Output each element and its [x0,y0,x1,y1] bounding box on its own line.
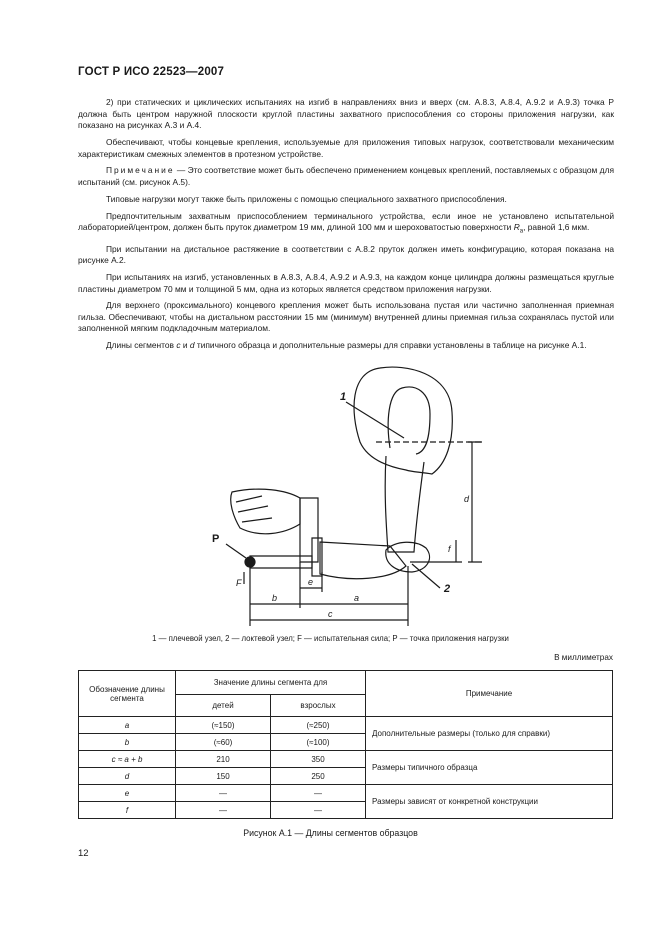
table-cell-note: Размеры типичного образца [366,751,613,785]
table-cell-note: Размеры зависят от конкретной конструкции [366,785,613,819]
table-header-value: Значение длины сегмента для [176,671,366,695]
label-1: 1 [340,391,347,403]
table-cell-child: (≈60) [176,734,271,751]
label-P: P [212,533,220,545]
table-header-designation: Обозначение длины сегмента [79,671,176,717]
table-cell-adult: (≈100) [271,734,366,751]
page-number: 12 [78,848,89,859]
label-e: e [308,577,314,587]
upper-arm-shape [385,456,424,552]
table-cell-adult: 250 [271,768,366,785]
table-cell-segment: a [79,717,176,734]
table-cell-adult: 350 [271,751,366,768]
shoulder-unit-shape [354,367,452,474]
leader-line-P [226,544,246,558]
paragraph-text: При испытаниях на изгиб, установленных в А.8.3, А.8.4, А.9.2 и А.9.3, на каждом конце цилиндра должны размещаться круглые пластины диаметром 70 мм и толщиной 5 мм, одна из которых является средством приложения нагрузки. [78,271,614,294]
figure-legend: 1 — плечевой узел, 2 — локтевой узел; F — испытательная сила; Р — точка приложения нагрузки [152,634,509,643]
table-cell-note: Дополнительные размеры (только для справки) [366,717,613,751]
paragraph [78,97,614,132]
prosthesis-diagram [200,352,500,630]
table-cell-segment: e [79,785,176,802]
paragraph [78,211,614,239]
paragraph [78,300,614,335]
table-cell-adult: — [271,785,366,802]
table-cell-child: — [176,785,271,802]
paragraph [78,340,614,352]
paragraph-text: Обеспечивают, чтобы концевые крепления, используемые для приложения типовых нагрузок, соответствовали механическим характеристикам смежных элементов в протезном устройстве. [78,136,614,159]
paragraph [78,194,614,206]
table-header-children: детей [176,695,271,717]
paragraph-text: Типовые нагрузки могут также быть приложены с помощью специального захватного приспособления. [106,193,507,204]
note-text: — Это соответствие может быть обеспечено применением концевых креплений, поставляемых с образцом для испытаний (см. рисунок А.5). [78,165,614,187]
paragraph [78,272,614,295]
note-label: Примечание [106,165,175,176]
table-cell-adult: — [271,802,366,819]
table-header-adults: взрослых [271,695,366,717]
table-cell-adult: (≈250) [271,717,366,734]
label-F: F [236,578,242,588]
paragraph-text: 2) при статических и циклических испытаниях на изгиб в направлениях вниз и вверх (см. А.8.3, А.8.4, А.9.2 и А.9.3) точка Р должна быть центром наружной плоскости круглой пластины захватного приспособления со стороны приложения нагрузки, как показано на рисунках А.3 и А.4. [78,97,614,131]
table-cell-segment: f [79,802,176,819]
document-header: ГОСТ Р ИСО 22523—2007 [78,66,225,78]
segment-table [78,670,613,819]
roughness-symbol: R [513,222,520,233]
table-header-note: Примечание [366,671,613,717]
paragraph-text: типичного образца и дополнительные размеры для справки установлены в таблице на рисунке А.1. [194,340,587,351]
segment-symbol: c [176,340,181,351]
body-text [78,97,614,357]
table-cell-segment: b [79,734,176,751]
table-cell-child: (≈150) [176,717,271,734]
note-paragraph [78,165,614,188]
paragraph-text: При испытании на дистальное растяжение в соответствии с А.8.2 пруток должен иметь конфигурацию, которая показана на рисунке А.2. [78,243,614,266]
paragraph-text: и [180,340,190,351]
figure-title: Рисунок А.1 — Длины сегментов образцов [243,828,418,838]
table-cell-child: — [176,802,271,819]
table-cell-child: 210 [176,751,271,768]
paragraph [78,244,614,267]
paragraph-text: Для верхнего (проксимального) концевого крепления может быть использована пустая или частично заполненная приемная гильза. Обеспечивают, чтобы на дистальном расстоянии 15 мм (минимум) внутренней длины приемная гильза сохранялась пустой или заполненной мягким подкладочным материалом. [78,300,614,334]
paragraph-text: Предпочтительным захватным приспособлением терминального устройства, если иное не установлено испытательной лабораторией/центром, должен быть пруток диаметром 19 мм, длиной 100 мм и шероховатостью поверхности [78,210,614,233]
label-2: 2 [444,583,451,595]
label-b: b [272,593,278,603]
segment-symbol: d [189,340,195,351]
table-cell-segment: d [79,768,176,785]
table-cell-child: 150 [176,768,271,785]
units-note: В миллиметрах [554,653,613,662]
grip-plate [300,498,318,562]
label-f: f [448,544,451,554]
paragraph-text: Длины сегментов [106,340,177,351]
label-c: c [328,609,333,619]
paragraph [78,137,614,160]
shoulder-unit-inner [388,387,430,454]
table-cell-segment: c ≈ a + b [79,751,176,768]
hand-fingers [236,496,272,522]
forearm-shape [320,542,406,579]
paragraph-text: , равной 1,6 мкм. [523,222,590,233]
label-d: d [464,494,470,504]
dimension-d-line [468,442,482,562]
label-a: a [354,593,360,603]
leader-line-2 [412,564,440,588]
roughness-subscript: a [519,228,524,235]
